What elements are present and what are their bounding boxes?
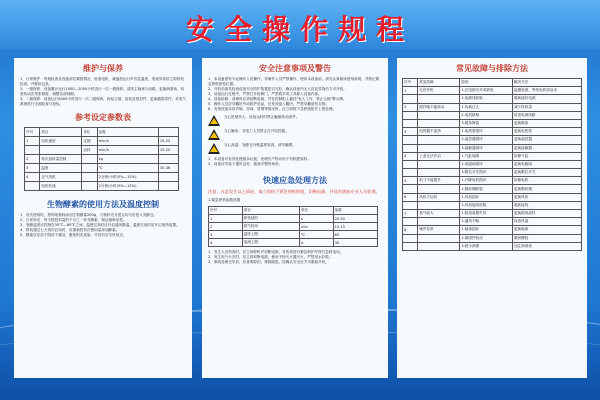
table-cell: 项目 — [242, 207, 299, 215]
table-cell — [158, 155, 178, 164]
table-cell — [403, 136, 418, 144]
table-cell: 15-25 — [158, 137, 178, 146]
table-row — [209, 215, 378, 223]
table-cell: 2.温控器损坏 — [460, 136, 513, 144]
table-cell: 序号 — [209, 207, 243, 215]
table-cell: 电机速度 — [40, 137, 82, 146]
table-cell: 35-36 — [158, 164, 178, 173]
emergency-text: 1、发生人员伤害时，应立即停机并切断电源，对伤者进行紧急救护并拨打急救电话。 — [208, 250, 344, 254]
table-cell: min — [299, 223, 333, 231]
table-cell: 排气时间 — [242, 223, 299, 231]
warning-triangle-icon — [208, 143, 220, 154]
right-panel — [397, 58, 587, 378]
table-cell: 1.轴承损坏 — [460, 226, 513, 234]
table-cell: 含气风机 — [40, 173, 82, 182]
emergency-text: 3、事故处理完毕后，应查明原因，排除隐患，经确认安全后方可重新开机。 — [208, 260, 329, 264]
bio-text: 2、日常补充：每天按投料量的千分之一补充酵素，保证菌种活性。 — [20, 218, 127, 222]
table-row — [403, 144, 582, 152]
table-row — [403, 201, 582, 209]
table-cell — [403, 95, 418, 103]
table-cell: 2 — [403, 103, 418, 111]
table-cell — [418, 234, 460, 242]
table-row — [25, 146, 179, 155]
table-cell: 2 — [209, 223, 243, 231]
table-cell: 15-20 — [158, 146, 178, 155]
table-cell: 电热器不加热 — [418, 128, 460, 136]
table-cell: 接通电源，等待电机再启动 — [512, 87, 581, 95]
table-cell: 1.电热管损坏 — [460, 128, 513, 136]
table-cell: 更换限位开关 — [512, 169, 581, 177]
table-cell — [158, 128, 178, 137]
middle-panel — [202, 58, 388, 378]
table-row — [403, 152, 582, 160]
table-cell: 4 — [209, 239, 243, 247]
table-cell: 1 — [403, 87, 418, 95]
table-cell: 2.通风不畅 — [460, 218, 513, 226]
table-row — [209, 223, 378, 231]
table-cell: min/h — [97, 137, 158, 146]
table-cell: A — [299, 239, 333, 247]
table-row — [403, 242, 582, 250]
table-cell — [403, 185, 418, 193]
table-header-row — [25, 128, 179, 137]
table-cell: 温度上限 — [242, 231, 299, 239]
safety-text: 4、设备检修、清理时必须切断电源，并在控制柜上悬挂"有人工作，禁止合闸"警示牌。 — [208, 97, 347, 101]
safety-text: 2、开机前请先检查设备安全防护装置是否完好，确认设备内无人员及异物后方可开机。 — [208, 87, 347, 91]
table-cell: 4 — [403, 152, 418, 160]
table-cell: 序号 — [403, 79, 418, 87]
emergency-heading: 快速应急处理方法 — [263, 176, 327, 185]
table-cell: 3.接触器损坏 — [460, 144, 513, 152]
warning-text: 当心触电：非电工人员禁止打开电控箱。 — [224, 129, 289, 133]
table-row — [403, 111, 582, 119]
table-cell: 2 — [25, 155, 40, 164]
table-row — [209, 239, 378, 247]
table-cell — [403, 144, 418, 152]
table-cell: 单位 — [82, 128, 97, 137]
table-row — [403, 177, 582, 185]
table-cell: 紧固螺栓 — [512, 234, 581, 242]
table-row — [403, 103, 582, 111]
table-cell: 更换轴承 — [512, 226, 581, 234]
table-row — [403, 234, 582, 242]
table-cell: 3.链条断裂 — [460, 119, 513, 127]
emergency-table — [208, 206, 378, 247]
table-cell: kg — [97, 155, 158, 164]
table-cell: 3 — [403, 128, 418, 136]
table-cell: 检修电机 — [512, 177, 581, 185]
safety-heading: 安全注意事项及警告 — [259, 64, 331, 73]
table-cell: 8 — [403, 226, 418, 234]
table-cell: 常见故障 — [418, 79, 460, 87]
table-cell: 1.负载过大 — [460, 103, 513, 111]
table-cell: min/h — [97, 146, 158, 155]
table-cell: 臭气较大 — [418, 210, 460, 218]
params-table — [24, 127, 179, 191]
table-cell — [418, 95, 460, 103]
table-row — [25, 137, 179, 146]
table-row — [403, 210, 582, 218]
table-cell: 无法开机 — [418, 87, 460, 95]
table-cell: 每次加料量控制 — [40, 155, 82, 164]
warning-item — [208, 143, 382, 154]
table-cell — [158, 173, 178, 182]
table-cell — [82, 173, 97, 182]
table-cell: 1.除臭装置失效 — [460, 210, 513, 218]
table-cell: 温度 — [40, 164, 82, 173]
table-row — [403, 95, 582, 103]
safety-note: 1、本设备可有效处理厨余垃圾，处理后产物可用于有机肥原料。 — [208, 157, 311, 161]
warning-text: 当心高温：发酵仓外壁温度较高，请勿触摸。 — [224, 143, 296, 147]
table-header-row — [209, 207, 378, 215]
table-cell: 5 — [403, 177, 418, 185]
table-cell: 2.风机接线松脱 — [460, 201, 513, 209]
table-cell: 重新接好电源 — [512, 95, 581, 103]
table-cell: 65 — [333, 231, 377, 239]
table-cell: 1 — [25, 137, 40, 146]
table-cell: 料斗不能提升 — [418, 177, 460, 185]
table-row — [25, 155, 179, 164]
table-cell: s — [299, 215, 333, 223]
table-cell: 更换钢丝绳 — [512, 185, 581, 193]
warning-item — [208, 115, 382, 126]
table-cell: 减少投料量 — [512, 103, 581, 111]
table-cell: 更换电磁阀 — [512, 160, 581, 168]
table-cell: 1.总电源未开或缺电 — [460, 87, 513, 95]
table-cell: 3 — [25, 164, 40, 173]
table-cell — [418, 136, 460, 144]
table-cell: 定期 — [82, 137, 97, 146]
table-cell: 2.紧固件松动 — [460, 234, 513, 242]
table-cell — [82, 155, 97, 164]
table-cell: 1 — [209, 215, 243, 223]
table-cell: 停机延时 — [242, 215, 299, 223]
table-cell — [403, 201, 418, 209]
table-cell: 3.缺少润滑 — [460, 242, 513, 250]
safety-note: 2、设备应安装于通风良好、地面平整的场所。 — [208, 162, 283, 166]
table-cell — [25, 146, 40, 155]
table-row — [403, 226, 582, 234]
table-cell: 1.升降电机损坏 — [460, 177, 513, 185]
table-cell — [403, 160, 418, 168]
table-row — [403, 160, 582, 168]
table-cell: 2.钢丝绳断裂 — [460, 185, 513, 193]
table-row — [403, 128, 582, 136]
table-cell: 2.电磁阀损坏 — [460, 160, 513, 168]
maintenance-text: 2、一级保养：设备累计运行1000—2000小时进行一次一级保养，清洗主轴承与油路，更换润滑油，检查传动皮带张紧度，调整各部间隙。 — [20, 87, 185, 96]
table-cell: 项目 — [40, 128, 82, 137]
table-cell: 20-30 — [333, 215, 377, 223]
table-cell — [403, 234, 418, 242]
table-cell: 3.限位开关损坏 — [460, 169, 513, 177]
table-row — [209, 231, 378, 239]
table-row — [25, 182, 179, 191]
table-cell — [418, 160, 460, 168]
bio-text: 1、首次使用时，按每吨物料添加生物酵素200g，与物料充分混合均匀后投入发酵仓。 — [20, 213, 158, 217]
table-cell: 7 — [403, 210, 418, 218]
safety-text: 5、操作人员应穿戴好劳动防护用品，长发须盘入帽内，严禁穿戴宽松衣物。 — [208, 102, 329, 106]
table-cell — [82, 164, 97, 173]
table-cell: 更换链条 — [512, 119, 581, 127]
table-cell: 检查风道 — [512, 218, 581, 226]
table-cell: 1.风机损坏 — [460, 193, 513, 201]
trouble-table — [402, 78, 582, 251]
bio-text: 4、停机超过七天再次启用时，应重新按首次使用量添加酵素。 — [20, 228, 120, 232]
table-cell: 4 — [25, 173, 40, 182]
bio-text: 3、发酵温度应控制在35℃—60℃之间，温度过高时应开启通风降温，温度过低时应开启加热装置。 — [20, 223, 180, 227]
table-cell: 序号 — [25, 128, 40, 137]
table-cell: 2分钟/小时(5%—15%) — [97, 182, 158, 191]
table-cell — [418, 119, 460, 127]
table-cell — [418, 111, 460, 119]
table-row — [403, 185, 582, 193]
table-cell: 电流上限 — [242, 239, 299, 247]
table-cell: 更换接触器 — [512, 144, 581, 152]
table-cell — [418, 242, 460, 250]
table-cell: 参数 — [333, 207, 377, 215]
safety-text: 6、发现设备异常声响、异味、冒烟等情况时，应立即按下急停按钮并上报处理。 — [208, 107, 337, 111]
table-cell — [25, 182, 40, 191]
table-header-row — [403, 79, 582, 87]
table-cell: 更换电热管 — [512, 128, 581, 136]
page-title: 安全操作规程 — [185, 13, 414, 46]
table-cell: 30 — [333, 239, 377, 247]
safety-text: 1、本设备需有专业操作人员操作，非操作人员严禁操作，使用本设备前，请先认真阅读使用说明，并熟记紧急停机按钮位置。 — [208, 77, 380, 86]
table-cell: 噪声异常 — [418, 226, 460, 234]
warning-item — [208, 129, 382, 140]
table-cell: 检查电源线路 — [512, 111, 581, 119]
table-cell: 更换风机 — [512, 193, 581, 201]
table-cell: 6 — [403, 193, 418, 201]
table-cell: 单位 — [299, 207, 333, 215]
table-cell: 解决方法 — [512, 79, 581, 87]
bio-text: 5、酵素应存放于阴凉干燥处，避免阳光直射，开封后应尽快用完。 — [20, 233, 127, 237]
table-cell — [40, 146, 82, 155]
table-cell: 加注润滑油 — [512, 242, 581, 250]
table-row — [403, 193, 582, 201]
safety-text: 3、设备运行过程中，严禁打开检修门，严禁将手或工具伸入设备内部。 — [208, 92, 322, 96]
table-row — [403, 169, 582, 177]
table-cell: ℃ — [97, 164, 158, 173]
table-cell: 2分钟/小时(5%—15%) — [97, 173, 158, 182]
table-row — [403, 87, 582, 95]
table-cell: 2.电源线松脱 — [460, 95, 513, 103]
table-cell: 风机不运转 — [418, 193, 460, 201]
bio-heading: 生物酵素的使用方法及温度控制 — [47, 200, 159, 209]
table-cell: 更换除臭滤料 — [512, 210, 581, 218]
table-row — [403, 136, 582, 144]
table-cell: 3 — [209, 231, 243, 239]
table-cell — [418, 218, 460, 226]
table-cell: 电机转速 — [40, 182, 82, 191]
warning-triangle-icon — [208, 129, 220, 140]
table-cell: 上盖无法开启 — [418, 152, 460, 160]
table-cell — [82, 182, 97, 191]
table-row — [403, 119, 582, 127]
maintenance-text: 1、日常维护：每班检查各连接部位紧固情况，检查电机、减速机运行声音及温度，发现异常应立即停机检查，并做好记录。 — [20, 77, 185, 86]
table-cell: ℃ — [299, 231, 333, 239]
emergency-text: 2、发生电气火灾时，应立即切断电源，使用干粉灭火器灭火，严禁用水扑救。 — [208, 255, 333, 259]
table-cell: 更换温控器 — [512, 136, 581, 144]
table-cell — [403, 218, 418, 226]
table-cell: 重新接线 — [512, 201, 581, 209]
warning-triangle-icon — [208, 115, 220, 126]
table-cell: 2.电机缺相 — [460, 111, 513, 119]
emergency-notice: 注意：凡是发生以上情况，请立即按下紧急停机按钮，切断电源，并及时通知专业人员处理。 — [208, 189, 380, 194]
table-cell — [403, 242, 418, 250]
warning-text: 当心机械伤人：设备运转时禁止触碰转动部件。 — [224, 115, 300, 119]
table-cell — [403, 119, 418, 127]
table-cell: 检修气缸 — [512, 152, 581, 160]
table-cell: 10-15 — [333, 223, 377, 231]
table-row — [25, 164, 179, 173]
table-cell — [418, 185, 460, 193]
table-cell: 1.气缸故障 — [460, 152, 513, 160]
params-heading: 参考设定参数表 — [75, 113, 131, 122]
table-cell: 运转 — [82, 146, 97, 155]
trouble-heading: 常见故障与排除方法 — [456, 64, 528, 73]
maintenance-text: 3、二级保养：设备运行5000小时进行一次二级保养，拆检主轴、齿轮及密封件，更换磨损零件，对电气系统进行全面检查与校验。 — [20, 97, 186, 106]
table-cell — [158, 182, 178, 191]
table-cell — [418, 169, 460, 177]
table-cell — [403, 169, 418, 177]
table-cell: 参数 — [97, 128, 158, 137]
table-row — [403, 218, 582, 226]
table-row — [25, 173, 179, 182]
table-cell — [418, 201, 460, 209]
table-cell: 搅拌轴不能转动 — [418, 103, 460, 111]
left-panel — [14, 58, 192, 378]
table-cell — [403, 111, 418, 119]
table-cell — [418, 144, 460, 152]
maintenance-heading: 维护与保养 — [83, 64, 123, 73]
emergency-table-title: 1.紧急停机参数设置 — [208, 198, 241, 202]
table-cell: 原因 — [460, 79, 513, 87]
